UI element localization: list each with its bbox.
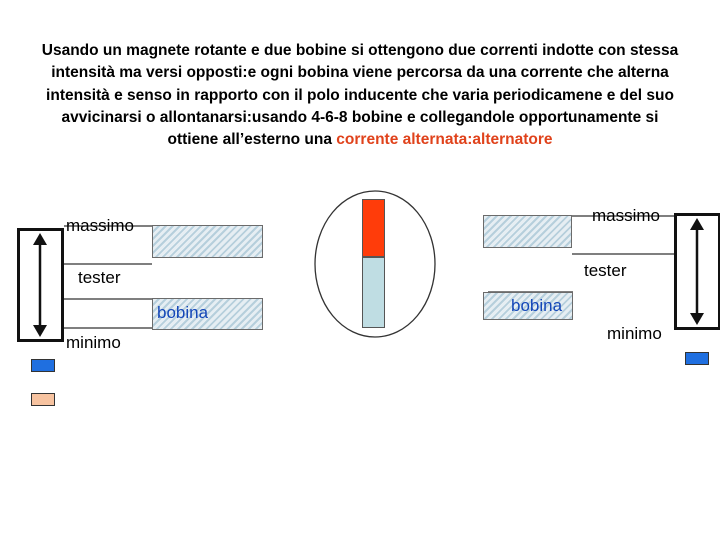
right-blue-swatch <box>685 352 709 365</box>
right-label-massimo: massimo <box>592 206 661 225</box>
left-upper-coil-box <box>152 225 263 258</box>
right-meter <box>674 213 720 330</box>
description-main: Usando un magnete rotante e due bobine si ottengono due correnti indotte con stessa intensità ma versi opposti:e ogni bobina viene percorsa da una corrente che alterna intensità e senso in rapporto con il polo inducente che varia periodicamene e del suo avvicinarsi o allontanarsi:usando 4-6-8 bobine e collegandole opportunamente si ottiene all’esterno una <box>41 42 679 149</box>
left-blue-swatch <box>31 359 55 372</box>
left-meter <box>17 228 64 342</box>
left-peach-swatch <box>31 393 55 406</box>
right-upper-coil-box <box>483 215 572 248</box>
left-label-massimo: massimo <box>66 216 135 235</box>
right-label-tester: tester <box>584 261 627 280</box>
right-label-minimo: minimo <box>607 324 662 343</box>
magnet-north-pole <box>362 199 385 257</box>
left-label-minimo: minimo <box>66 333 121 352</box>
left-label-tester: tester <box>78 268 121 287</box>
magnet-south-pole <box>362 257 385 328</box>
right-label-bobina: bobina <box>511 296 563 315</box>
left-meter-arrow-icon <box>20 231 61 339</box>
right-meter-arrow-icon <box>677 216 718 327</box>
description-accent: corrente alternata:alternatore <box>336 131 553 149</box>
left-label-bobina: bobina <box>157 303 209 322</box>
